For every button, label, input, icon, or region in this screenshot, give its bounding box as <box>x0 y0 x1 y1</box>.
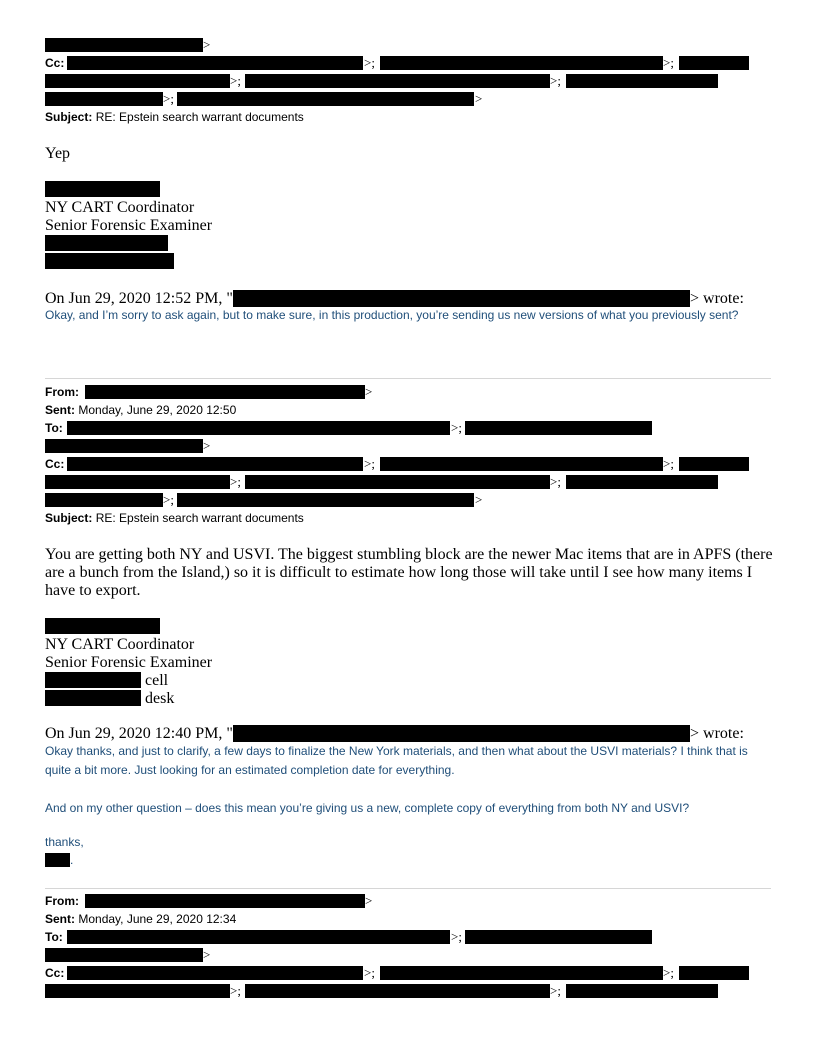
separator: >; <box>550 983 561 998</box>
redaction <box>177 92 474 106</box>
redaction <box>45 92 163 106</box>
angle-bracket: > <box>365 384 373 399</box>
redaction <box>45 38 203 52</box>
redaction <box>566 74 718 88</box>
angle-bracket: > <box>475 492 483 507</box>
quoted-period: . <box>70 853 74 867</box>
separator: >; <box>663 965 674 980</box>
redaction <box>679 966 749 980</box>
quote-attribution-prefix: On Jun 29, 2020 12:52 PM, " <box>45 290 233 307</box>
signature-title: NY CART Coordinator <box>45 636 195 653</box>
separator: >; <box>364 456 375 471</box>
signature-title: Senior Forensic Examiner <box>45 654 213 671</box>
message-body: Yep <box>45 145 71 162</box>
redaction <box>85 894 365 908</box>
signature-title: NY CART Coordinator <box>45 199 195 216</box>
redaction <box>67 457 363 471</box>
redaction <box>45 672 141 688</box>
redaction <box>380 457 663 471</box>
redaction <box>45 618 160 634</box>
angle-bracket: > <box>203 947 211 962</box>
quoted-message: Okay, and I’m sorry to ask again, but to make sure, in this production, you’re sending us new versions of what you previously sent? <box>45 308 739 322</box>
redaction <box>465 930 652 944</box>
redaction <box>85 385 365 399</box>
separator: >; <box>550 474 561 489</box>
redaction <box>380 56 663 70</box>
redaction <box>679 56 749 70</box>
cc-label: Cc: <box>45 457 65 471</box>
redaction <box>45 439 203 453</box>
divider <box>45 888 771 889</box>
redaction <box>45 253 174 269</box>
sent-line: Sent: Monday, June 29, 2020 12:34 <box>45 912 237 926</box>
separator: >; <box>663 55 674 70</box>
redaction <box>245 984 550 998</box>
redaction <box>45 74 230 88</box>
separator: >; <box>451 929 462 944</box>
redaction <box>679 457 749 471</box>
redaction <box>566 475 718 489</box>
signature-cell: cell <box>145 672 169 689</box>
from-label: From: <box>45 894 79 908</box>
subject-line: Subject: RE: Epstein search warrant documents <box>45 110 304 124</box>
quoted-closing: thanks, <box>45 835 84 849</box>
redaction <box>45 235 168 251</box>
divider <box>45 378 771 379</box>
redaction <box>45 475 230 489</box>
quote-attribution-suffix: > wrote: <box>690 290 744 307</box>
separator: >; <box>230 474 241 489</box>
to-label: To: <box>45 930 63 944</box>
redaction <box>380 966 663 980</box>
redaction <box>45 493 163 507</box>
separator: >; <box>550 73 561 88</box>
angle-bracket: > <box>203 37 211 52</box>
to-label: To: <box>45 421 63 435</box>
separator: >; <box>451 420 462 435</box>
quote-attribution-suffix: > wrote: <box>690 725 744 742</box>
message-body: You are getting both NY and USVI. The biggest stumbling block are the newer Mac items that are in APFS (there are a bunch from the Island,) so it is difficult to estimate how long those will take until I see how many items I have to export. <box>45 546 773 599</box>
angle-bracket: > <box>475 91 483 106</box>
quoted-message: And on my other question – does this mean you’re giving us a new, complete copy of everything from both NY and USVI? <box>45 801 690 815</box>
redaction <box>45 984 230 998</box>
redaction <box>233 725 690 742</box>
separator: >; <box>230 73 241 88</box>
redaction <box>233 290 690 307</box>
separator: >; <box>364 55 375 70</box>
redaction <box>67 56 363 70</box>
redaction <box>45 690 141 706</box>
redaction <box>67 930 450 944</box>
redaction <box>67 966 363 980</box>
sent-line: Sent: Monday, June 29, 2020 12:50 <box>45 403 237 417</box>
separator: >; <box>230 983 241 998</box>
redaction <box>245 475 550 489</box>
separator: >; <box>663 456 674 471</box>
quote-attribution-prefix: On Jun 29, 2020 12:40 PM, " <box>45 725 233 742</box>
signature-desk: desk <box>145 690 175 707</box>
signature-title: Senior Forensic Examiner <box>45 217 213 234</box>
from-label: From: <box>45 385 79 399</box>
separator: >; <box>364 965 375 980</box>
quoted-message: Okay thanks, and just to clarify, a few days to finalize the New York materials, and then what about the USVI materials? I think that is quite a bit more. Just looking for an estimated completion date for everything. <box>45 744 748 777</box>
angle-bracket: > <box>365 893 373 908</box>
redaction <box>177 493 474 507</box>
cc-label: Cc: <box>45 966 65 980</box>
redaction <box>566 984 718 998</box>
redaction <box>45 948 203 962</box>
redaction <box>45 853 70 867</box>
angle-bracket: > <box>203 438 211 453</box>
redaction <box>45 181 160 197</box>
cc-label: Cc: <box>45 56 65 70</box>
separator: >; <box>163 492 174 507</box>
subject-line: Subject: RE: Epstein search warrant documents <box>45 511 304 525</box>
redaction <box>67 421 450 435</box>
separator: >; <box>163 91 174 106</box>
redaction <box>245 74 550 88</box>
redaction <box>465 421 652 435</box>
